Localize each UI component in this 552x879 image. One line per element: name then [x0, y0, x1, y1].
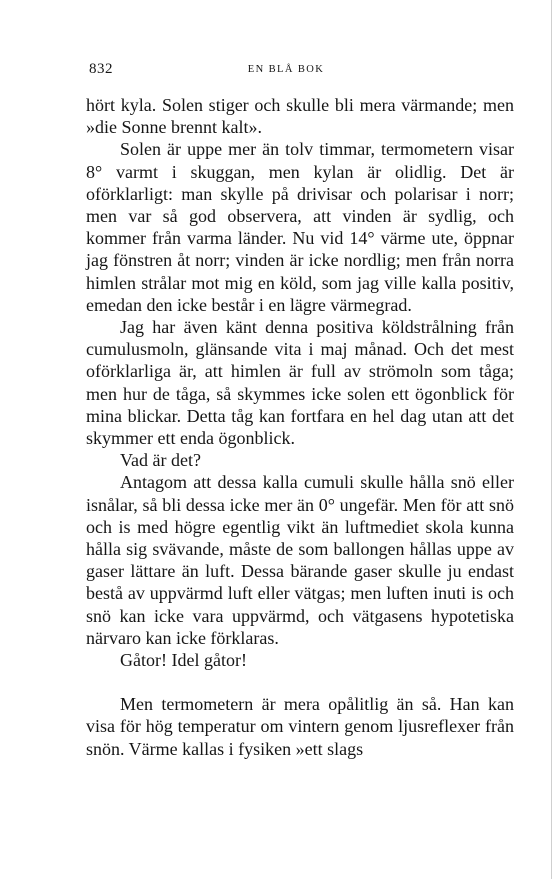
paragraph-7: Men termometern är mera opålitlig än så. Han kan visa för hög temperatur om vintern genom ljusreflexer från snön. Värme kallas i fysiken »ett slags	[86, 694, 514, 759]
paragraph-5: Antagom att dessa kalla cumuli skulle hålla snö eller isnålar, så bli dessa icke mer än 0° ungefär. Men för att snö och is med högre egentlig vikt än luftmediet skola kunna hålla sig svävande, måste de som ballongen hållas uppe av gaser lättare än luft. Dessa bärande gaser skulle ju endast bestå av uppvärmd luft eller vätgas; men luften inuti is och snö kan icke vara uppvärmd, och vätgasens hypotetiska närvaro kan icke förklaras.	[86, 472, 514, 648]
page-number: 832	[89, 61, 113, 77]
body-text	[86, 94, 514, 760]
paragraph-1: hört kyla. Solen stiger och skulle bli mera värmande; men »die Sonne brennt kalt».	[86, 95, 514, 138]
section-break	[86, 671, 514, 693]
paragraph-2: Solen är uppe mer än tolv timmar, termometern visar 8° varmt i skuggan, men kylan är olidlig. Det är oförklarligt: man skylle på drivisar och polarisar i norr; men var så god observera, att vinden är sydlig, och kommer från varma länder. Nu vid 14° värme ute, öppnar jag fönstren åt norr; vinden är icke nordlig; men från norra himlen strålar mot mig en köld, som jag ville kalla positiv, emedan den icke består i en lägre värmegrad.	[86, 139, 514, 315]
paragraph-6: Gåtor! Idel gåtor!	[120, 650, 247, 671]
paragraph-3: Jag har även känt denna positiva köldstrålning från cumulusmoln, glänsande vita i maj månad. Och det mest oförklarliga är, att himlen är full av strömoln som tåga; men hur de tåga, så skymmes icke solen ett ögonblick för mina blickar. Detta tåg kan fortfara en hel dag utan att det skymmer ett enda ögonblick.	[86, 317, 514, 449]
paragraph-4: Vad är det?	[120, 450, 201, 471]
running-head-title: EN BLÅ BOK	[247, 64, 325, 75]
